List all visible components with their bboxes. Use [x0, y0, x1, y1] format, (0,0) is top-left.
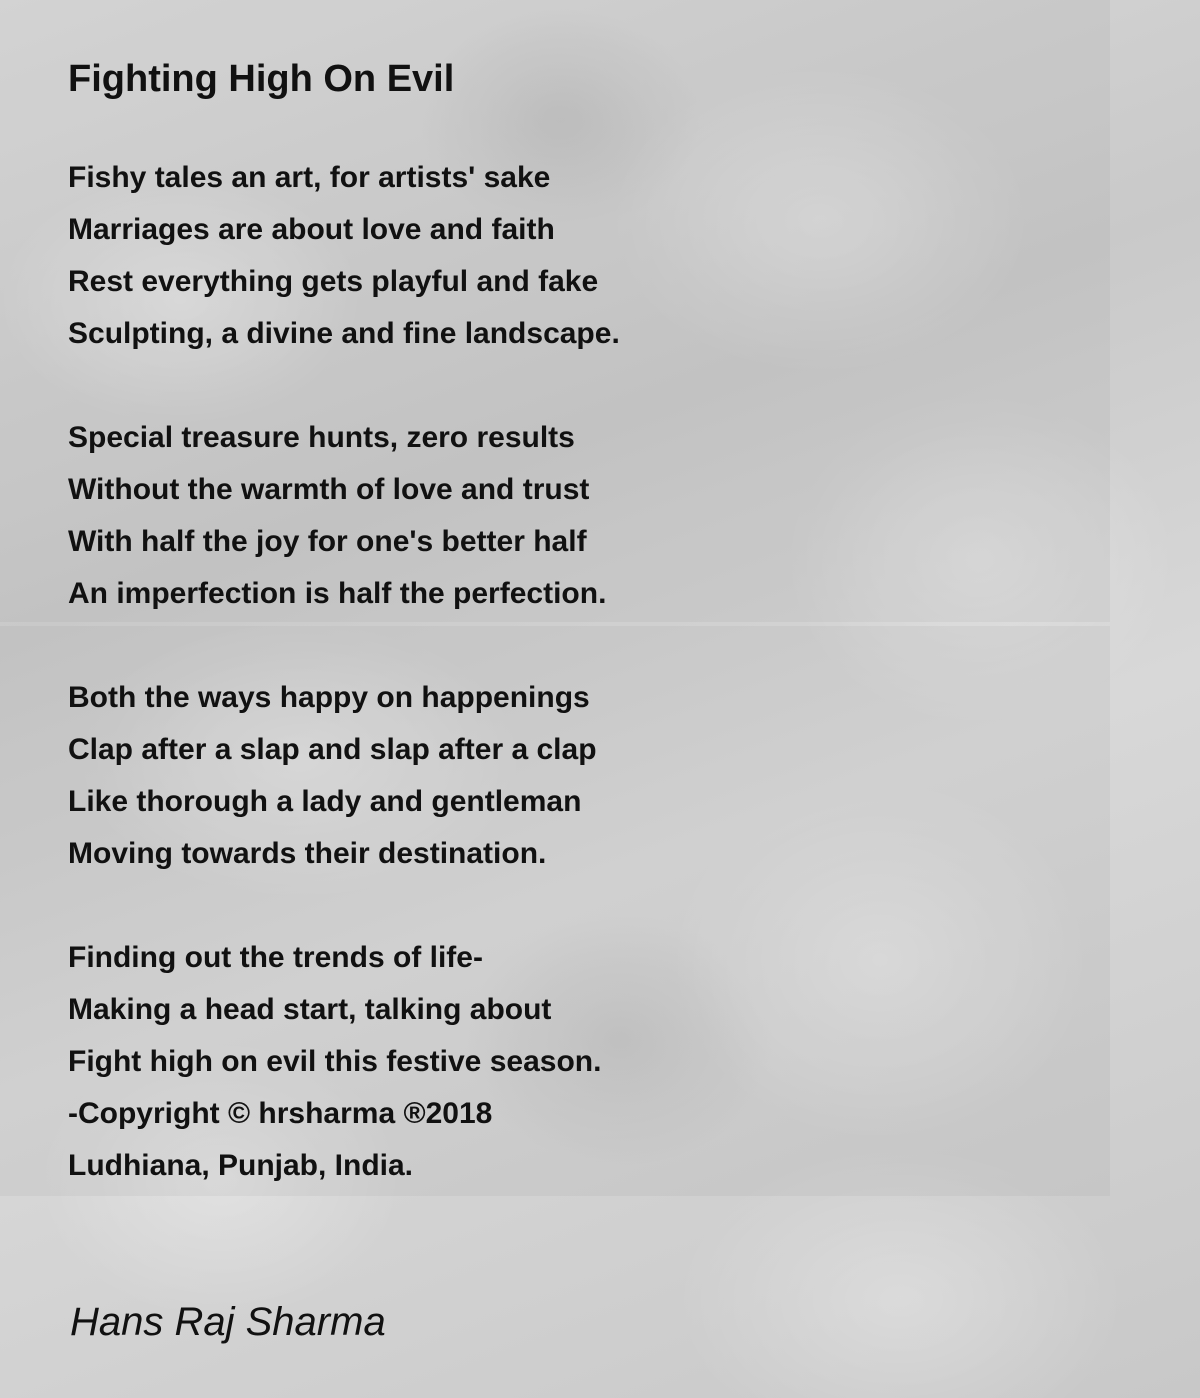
poem-line: Rest everything gets playful and fake	[68, 265, 599, 298]
stanza-1	[68, 152, 620, 360]
poem-line: Without the warmth of love and trust	[68, 473, 590, 506]
poem-line: An imperfection is half the perfection.	[68, 577, 607, 610]
copyright-line: -Copyright © hrsharma ®2018	[68, 1097, 493, 1130]
poem-author: Hans Raj Sharma	[70, 1300, 386, 1344]
poem-title: Fighting High On Evil	[68, 58, 455, 100]
stanza-3	[68, 672, 620, 880]
stanza-2	[68, 412, 620, 620]
poem-line: Finding out the trends of life-	[68, 941, 483, 974]
poem-line: With half the joy for one's better half	[68, 525, 587, 558]
poem-line: Both the ways happy on happenings	[68, 681, 590, 714]
stanza-4	[68, 932, 620, 1192]
poem-line: Moving towards their destination.	[68, 837, 547, 870]
poem-line: Fishy tales an art, for artists' sake	[68, 161, 551, 194]
poem-line: Marriages are about love and faith	[68, 213, 555, 246]
location-line: Ludhiana, Punjab, India.	[68, 1149, 414, 1182]
poem-line: Clap after a slap and slap after a clap	[68, 733, 597, 766]
poem-line: Fight high on evil this festive season.	[68, 1045, 602, 1078]
poem-line: Making a head start, talking about	[68, 993, 552, 1026]
poem-line: Like thorough a lady and gentleman	[68, 785, 582, 818]
poem-body	[68, 152, 620, 1192]
poem-line: Special treasure hunts, zero results	[68, 421, 575, 454]
poem-line: Sculpting, a divine and fine landscape.	[68, 317, 620, 350]
